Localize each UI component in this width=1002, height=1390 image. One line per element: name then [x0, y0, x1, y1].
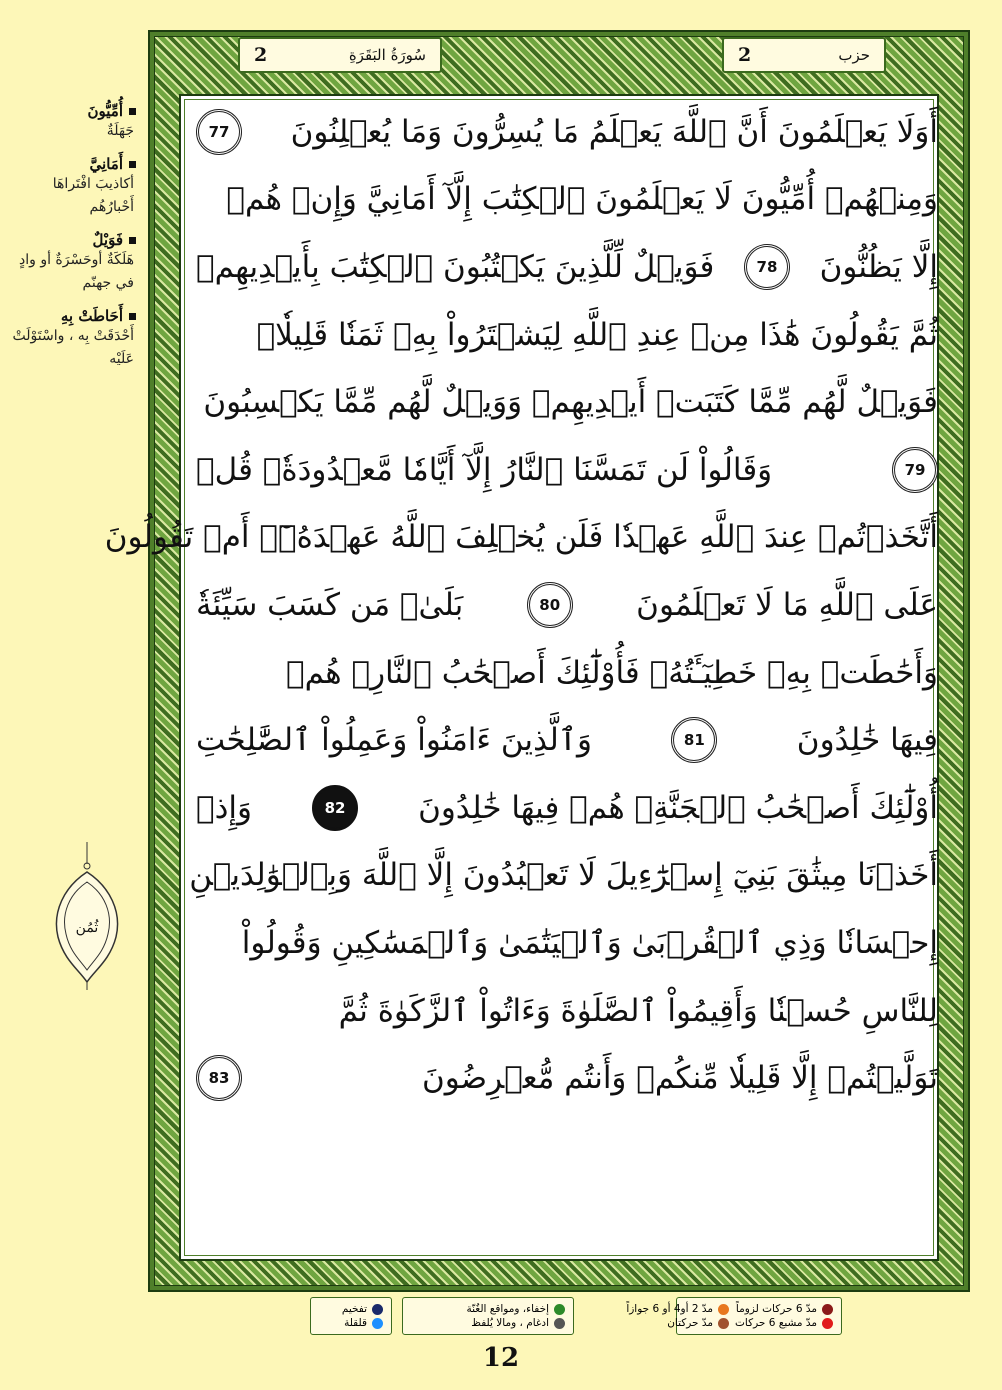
line-text: فِيهَا خَٰلِدُونَ [796, 722, 938, 759]
ornament-text: ثُمُن [75, 920, 99, 936]
line-text: فَوَيۡلٌ لَّهُم مِّمَّا كَتَبَتۡ أَيۡدِيهِمۡ وَوَيۡلٌ لَّهُم مِّمَّا يَكۡسِبُونَ [203, 384, 938, 421]
verse-marker-79: 79 [892, 447, 938, 493]
legend-item [626, 1317, 729, 1329]
surah-number: 2 [254, 44, 268, 66]
text-line [196, 909, 938, 977]
hizb-number: 2 [738, 44, 752, 66]
legend-label: مدّ 6 حركات لزوماً [735, 1303, 817, 1315]
verse-marker-81: 81 [671, 717, 717, 763]
text-line [196, 639, 938, 707]
note-definition: هَلَكَةٌ أوحَسْرَةٌ أو وادٍ في جهنّم [19, 252, 134, 291]
verse-marker-78: 78 [744, 244, 790, 290]
text-line [189, 842, 938, 910]
color-dot-icon [554, 1304, 565, 1315]
line-text: عَلَى ٱللَّهِ مَا لَا تَعۡلَمُونَ [636, 586, 938, 623]
legend-item [626, 1303, 729, 1315]
legend-label: قلقلة [344, 1317, 367, 1329]
square-bullet-icon [129, 108, 136, 115]
side-note [4, 231, 136, 295]
legend-label: مدّ حركتان [667, 1317, 714, 1329]
line-text: لِلنَّاسِ حُسۡنٗا وَأَقِيمُواْ ٱلصَّلَوٰةَ وَءَاتُواْ ٱلزَّكَوٰةَ ثُمَّ [338, 992, 938, 1029]
text-line [196, 774, 938, 842]
verse-marker-80: 80 [527, 582, 573, 628]
line-text: أُوْلَٰٓئِكَ أَصۡحَٰبُ ٱلۡجَنَّةِۖ هُمۡ فِيهَا خَٰلِدُونَ [418, 789, 938, 826]
tajweed-legend-madd [626, 1297, 842, 1335]
surah-header [238, 37, 442, 73]
text-line [196, 166, 938, 234]
square-bullet-icon [129, 161, 136, 168]
note-definition: جَهَلَةٌ [106, 123, 134, 139]
text-line [104, 504, 938, 572]
note-word: أَمَانِيَّ [89, 155, 123, 173]
text-line [196, 1044, 938, 1112]
line-text: ثُمَّ يَقُولُونَ هَٰذَا مِنۡ عِندِ ٱللَّهِ لِيَشۡتَرُواْ بِهِۦ ثَمَنٗا قَلِيلٗاۖ [256, 316, 938, 353]
color-dot-icon [718, 1304, 729, 1315]
hizb-label: حزب [838, 46, 870, 64]
line-text: بَلَىٰۚ مَن كَسَبَ سَيِّئَةٗ [196, 586, 464, 623]
note-definition: أَحْدَقَتْ بِه ، واسْتَوْلَتْ عَلَيْه [12, 328, 134, 367]
legend-item [735, 1303, 833, 1315]
thumun-ornament-icon [50, 842, 124, 990]
legend-item [735, 1317, 833, 1329]
verse-marker-77: 77 [196, 109, 242, 155]
line-text: وَمِنۡهُمۡ أُمِّيُّونَ لَا يَعۡلَمُونَ ٱلۡكِتَٰبَ إِلَّآ أَمَانِيَّ وَإِنۡ هُمۡ [226, 181, 938, 218]
line-text: وَقَالُواْ لَن تَمَسَّنَا ٱلنَّارُ إِلَّآ أَيَّامٗا مَّعۡدُودَةٗۚ قُلۡ [196, 451, 773, 488]
verse-marker-83: 83 [196, 1055, 242, 1101]
line-text: إِلَّا يَظُنُّونَ [819, 248, 938, 285]
note-word: أَحَاطَتْ بِهِ [60, 307, 123, 325]
side-notes [4, 102, 136, 383]
surah-label: سُورَةُ البَقَرَةِ [348, 46, 426, 64]
text-line [196, 233, 938, 301]
hizb-header [722, 37, 886, 73]
text-line [196, 977, 938, 1045]
line-text: وَٱلَّذِينَ ءَامَنُواْ وَعَمِلُواْ ٱلصَّٰلِحَٰتِ [196, 722, 592, 759]
color-dot-icon [718, 1318, 729, 1329]
legend-item [319, 1303, 383, 1315]
line-text: وَإِذۡ [196, 789, 252, 826]
text-line [196, 706, 938, 774]
text-line [196, 436, 938, 504]
color-dot-icon [372, 1304, 383, 1315]
text-line [196, 301, 938, 369]
legend-label: تفخيم [341, 1303, 367, 1315]
side-note [4, 307, 136, 371]
color-dot-icon [372, 1318, 383, 1329]
square-bullet-icon [129, 313, 136, 320]
note-word: أُمِّيُّونَ [87, 102, 123, 120]
side-note [4, 102, 136, 143]
page-number: 12 [482, 1343, 520, 1373]
legend-label: مدّ مشبع 6 حركات [735, 1317, 817, 1329]
legend-item [319, 1317, 383, 1329]
legend-label: مدّ 2 أو4 أو 6 جوازاً [626, 1303, 714, 1315]
legend-label: إخفاء، ومواقع الغُنّة [466, 1303, 549, 1315]
note-word: فَوَيْلٌ [92, 231, 123, 249]
line-text: أَخَذۡنَا مِيثَٰقَ بَنِيٓ إِسۡرَٰٓءِيلَ لَا تَعۡبُدُونَ إِلَّا ٱللَّهَ وَبِٱلۡوَٰلِدَيۡنِ [189, 857, 938, 894]
color-dot-icon [822, 1318, 833, 1329]
text-line [196, 368, 938, 436]
line-text: فَوَيۡلٌ لِّلَّذِينَ يَكۡتُبُونَ ٱلۡكِتَٰبَ بِأَيۡدِيهِمۡ [196, 248, 715, 285]
text-line [196, 98, 938, 166]
line-text: تَوَلَّيۡتُمۡ إِلَّا قَلِيلٗا مِّنكُمۡ وَأَنتُم مُّعۡرِضُونَ [421, 1060, 938, 1097]
square-bullet-icon [129, 237, 136, 244]
line-text: وَأَحَٰطَتۡ بِهِۦ خَطِيٓـَٔتُهُۥ فَأُوْلَٰٓئِكَ أَصۡحَٰبُ ٱلنَّارِۖ هُمۡ [286, 654, 938, 691]
legend-item [411, 1317, 565, 1329]
verse-marker-82: 82 [312, 785, 358, 831]
color-dot-icon [554, 1318, 565, 1329]
text-line [196, 571, 938, 639]
tajweed-legend-ghunna [402, 1297, 574, 1335]
legend-label: ادغام ، ومالا يُلفظ [471, 1317, 549, 1329]
line-text: أَتَّخَذۡتُمۡ عِندَ ٱللَّهِ عَهۡدٗا فَلَن يُخۡلِفَ ٱللَّهُ عَهۡدَهُۥٓۖ أَمۡ تَقُولُونَ [104, 519, 938, 556]
line-text: إِحۡسَانٗا وَذِي ٱلۡقُرۡبَىٰ وَٱلۡيَتَٰمَىٰ وَٱلۡمَسَٰكِينِ وَقُولُواْ [241, 924, 938, 961]
note-definition: أكاذيبَ افْتَراهَا أَحْبارُهُم [52, 176, 134, 215]
legend-item [411, 1303, 565, 1315]
line-text: أَوَلَا يَعۡلَمُونَ أَنَّ ٱللَّهَ يَعۡلَمُ مَا يُسِرُّونَ وَمَا يُعۡلِنُونَ [290, 113, 938, 150]
color-dot-icon [822, 1304, 833, 1315]
tajweed-legend-tafkheem [310, 1297, 392, 1335]
side-note [4, 155, 136, 219]
